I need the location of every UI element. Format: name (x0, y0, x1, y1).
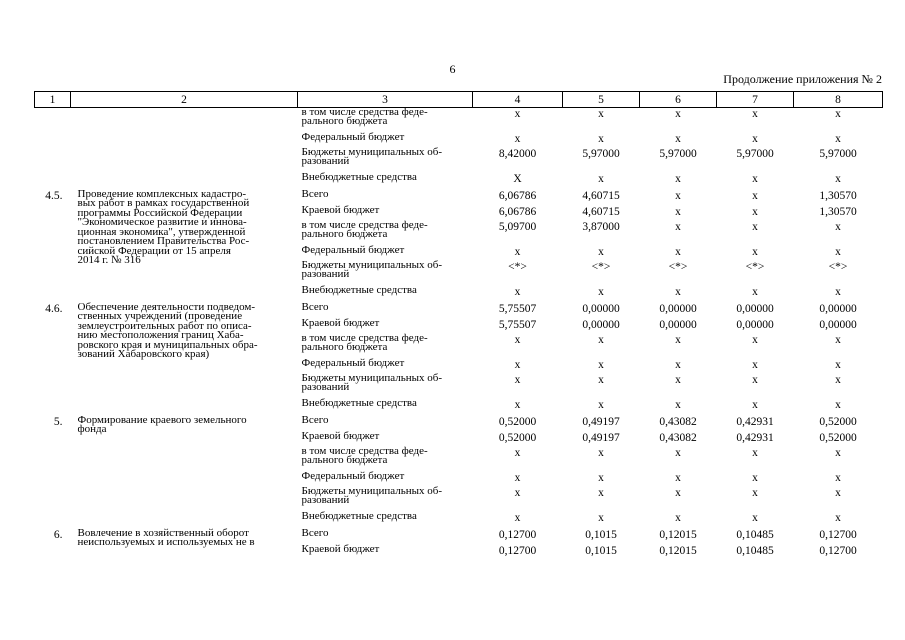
value-cell-col5: х (598, 132, 604, 145)
value-cell-col4: х (514, 132, 521, 145)
column-header-7: 7 (717, 92, 794, 108)
value-cell-col6: х (675, 486, 681, 499)
value-cell-col7: 0,00000 (736, 318, 774, 331)
value-cell-col6: <*> (668, 260, 688, 273)
funding-source: в том числе средства феде- рального бюджета (301, 218, 428, 240)
value-cell-col7: х (752, 220, 758, 233)
column-header-3: 3 (298, 92, 473, 108)
measure-name: Формирование краевого земельного фонда (77, 413, 247, 435)
value-cell-col6: 0,43082 (659, 431, 697, 444)
value-cell-col7: х (752, 358, 758, 371)
value-cell-col8: 1,30570 (819, 189, 857, 202)
value-cell-col4: х (514, 245, 521, 258)
value-cell-col4: 5,75507 (498, 318, 537, 331)
value-cell-col5: х (598, 285, 604, 298)
value-cell-col8: 0,52000 (819, 431, 857, 444)
value-cell-col5: х (598, 398, 604, 411)
value-cell-col6: х (675, 172, 681, 185)
value-cell-col4: х (514, 471, 521, 484)
value-cell-col8: х (835, 245, 841, 258)
value-cell-col5: х (598, 486, 604, 499)
table-body (35, 108, 883, 560)
value-cell-col8: 5,97000 (819, 147, 857, 160)
value-cell-col7: 0,10485 (736, 544, 774, 557)
value-cell-col8: х (835, 373, 841, 386)
measure-name: Проведение комплексных кадастро- вых работ в рамках государственной программы Российской Федерации "Экономическое развитие и иннова- ционная экономика", утвержденной постановлением Правительства Рос- сийской Федерации от 15 апреля 2014 г. № 316 (77, 187, 250, 266)
value-cell-col6: х (675, 511, 681, 524)
column-header-8: 8 (794, 92, 883, 108)
value-cell-col7: х (752, 486, 758, 499)
value-cell-col5: х (598, 373, 604, 386)
value-cell-col8: х (835, 446, 841, 459)
page-number: 6 (449, 62, 456, 76)
funding-source: Всего (301, 413, 329, 426)
value-cell-col8: 1,30570 (819, 205, 857, 218)
value-cell-col4: х (514, 398, 521, 411)
funding-source: Краевой бюджет (301, 542, 380, 555)
row-number: 6. (53, 528, 63, 541)
row-number (35, 148, 71, 173)
table-row (35, 529, 883, 545)
value-cell-col7: х (752, 172, 758, 185)
value-cell-col6: х (675, 471, 681, 484)
value-cell-col8: х (835, 398, 841, 411)
value-cell-col8: 0,00000 (819, 302, 857, 315)
value-cell-col7: х (752, 446, 758, 459)
value-cell-col8: 0,12700 (819, 528, 857, 541)
value-cell-col5: х (598, 446, 604, 459)
value-cell-col5: 0,49197 (582, 415, 620, 428)
value-cell-col5: 0,49197 (582, 431, 620, 444)
value-cell-col7: 0,42931 (736, 431, 774, 444)
value-cell-col8: <*> (828, 260, 848, 273)
value-cell-col5: 0,00000 (582, 318, 620, 331)
value-cell-col7: 5,97000 (736, 147, 774, 160)
value-cell-col7: х (752, 373, 758, 386)
value-cell-col5: 3,87000 (582, 220, 620, 233)
funding-source: Краевой бюджет (301, 203, 380, 216)
value-cell-col8: х (835, 333, 841, 346)
value-cell-col5: х (598, 333, 604, 346)
value-cell-col4: 0,12700 (498, 544, 537, 557)
measure-name (71, 173, 298, 190)
funding-source: Краевой бюджет (301, 316, 380, 329)
table-row (35, 108, 883, 133)
value-cell-col4: 0,52000 (498, 431, 537, 444)
value-cell-col4: 6,06786 (498, 205, 537, 218)
value-cell-col4: х (514, 333, 521, 346)
value-cell-col4: х (514, 373, 521, 386)
row-number: 5. (53, 415, 63, 428)
funding-source: Внебюджетные средства (301, 170, 417, 183)
value-cell-col4: Х (513, 172, 522, 185)
continuation-label: Продолжение приложения № 2 (723, 72, 882, 86)
funding-source: Краевой бюджет (301, 429, 380, 442)
value-cell-col7: х (752, 108, 758, 120)
value-cell-col6: х (675, 398, 681, 411)
value-cell-col4: х (514, 358, 521, 371)
column-header-2: 2 (71, 92, 298, 108)
funding-source: Всего (301, 187, 329, 200)
measure-name: Вовлечение в хозяйственный оборот неиспользуемых и используемых не в (77, 526, 255, 548)
value-cell-col8: х (835, 358, 841, 371)
value-cell-col6: х (675, 245, 681, 258)
budget-table (34, 91, 883, 560)
column-header-1: 1 (35, 92, 71, 108)
value-cell-col8: х (835, 486, 841, 499)
value-cell-col4: 0,12700 (498, 528, 537, 541)
funding-source: в том числе средства феде- рального бюджета (301, 444, 428, 466)
value-cell-col6: х (675, 373, 681, 386)
measure-name (71, 133, 298, 148)
value-cell-col5: <*> (591, 260, 611, 273)
value-cell-col4: 6,06786 (498, 189, 537, 202)
funding-source: в том числе средства феде- рального бюджета (301, 106, 428, 127)
value-cell-col8: 0,52000 (819, 415, 857, 428)
value-cell-col4: х (514, 108, 521, 120)
value-cell-col7: х (752, 245, 758, 258)
value-cell-col5: х (598, 358, 604, 371)
value-cell-col5: 5,97000 (582, 147, 620, 160)
funding-source: в том числе средства феде- рального бюджета (301, 331, 428, 353)
funding-source: Внебюджетные средства (301, 283, 417, 296)
funding-source: Всего (301, 300, 329, 313)
measure-name: Обеспечение деятельности подведом- ственных учреждений (проведение землеустроительных работ по описа- нию местоположения границ Хаба- ровского края и муниципальных обра- зований Хабаровского края) (77, 300, 258, 360)
value-cell-col6: 0,12015 (659, 528, 697, 541)
value-cell-col5: х (598, 172, 604, 185)
value-cell-col7: 0,42931 (736, 415, 774, 428)
table-row (35, 148, 883, 173)
measure-name (71, 148, 298, 173)
value-cell-col6: х (675, 108, 681, 120)
table-row (35, 190, 883, 206)
funding-source: Внебюджетные средства (301, 509, 417, 522)
value-cell-col8: х (835, 471, 841, 484)
value-cell-col6: 5,97000 (659, 147, 697, 160)
value-cell-col5: 4,60715 (582, 205, 620, 218)
header-row (35, 92, 883, 108)
column-header-6: 6 (640, 92, 717, 108)
value-cell-col4: 8,42000 (498, 147, 537, 160)
funding-source: Федеральный бюджет (301, 243, 405, 256)
value-cell-col6: 0,00000 (659, 302, 697, 315)
value-cell-col8: х (835, 285, 841, 298)
value-cell-col6: 0,00000 (659, 318, 697, 331)
value-cell-col7: <*> (745, 260, 765, 273)
value-cell-col4: х (514, 285, 521, 298)
measure-name (71, 108, 298, 133)
value-cell-col4: <*> (508, 260, 527, 273)
value-cell-col5: х (598, 108, 604, 120)
row-number (35, 173, 71, 190)
value-cell-col5: х (598, 511, 604, 524)
value-cell-col4: х (514, 486, 521, 499)
value-cell-col6: х (675, 358, 681, 371)
value-cell-col6: 0,12015 (659, 544, 697, 557)
value-cell-col7: х (752, 132, 758, 145)
column-header-5: 5 (563, 92, 640, 108)
value-cell-col8: 0,12700 (819, 544, 857, 557)
value-cell-col8: х (835, 511, 841, 524)
value-cell-col7: 0,10485 (736, 528, 774, 541)
value-cell-col4: х (514, 446, 521, 459)
funding-source: Бюджеты муниципальных об- разований (301, 258, 443, 280)
value-cell-col5: 0,1015 (585, 528, 617, 541)
row-number: 4.6. (45, 302, 63, 315)
value-cell-col6: 0,43082 (659, 415, 697, 428)
value-cell-col5: х (598, 245, 604, 258)
value-cell-col6: х (675, 220, 681, 233)
funding-source: Бюджеты муниципальных об- разований (301, 145, 443, 167)
value-cell-col5: х (598, 471, 604, 484)
column-header-4: 4 (473, 92, 563, 108)
value-cell-col4: 5,09700 (498, 220, 537, 233)
value-cell-col7: х (752, 285, 758, 298)
funding-source: Внебюджетные средства (301, 396, 417, 409)
row-number: 4.5. (45, 189, 63, 202)
value-cell-col8: х (835, 132, 841, 145)
table-row (35, 416, 883, 432)
value-cell-col4: 0,52000 (498, 415, 537, 428)
value-cell-col7: х (752, 333, 758, 346)
value-cell-col4: 5,75507 (498, 302, 537, 315)
value-cell-col8: 0,00000 (819, 318, 857, 331)
value-cell-col7: х (752, 398, 758, 411)
value-cell-col6: х (675, 333, 681, 346)
value-cell-col7: х (752, 205, 758, 218)
value-cell-col4: х (514, 511, 521, 524)
value-cell-col6: х (675, 132, 681, 145)
funding-source: Федеральный бюджет (301, 130, 405, 143)
funding-source: Бюджеты муниципальных об- разований (301, 484, 443, 506)
value-cell-col5: 0,00000 (582, 302, 620, 315)
row-number (35, 133, 71, 148)
value-cell-col6: х (675, 446, 681, 459)
table-row (35, 303, 883, 319)
funding-source: Федеральный бюджет (301, 469, 405, 482)
value-cell-col5: 4,60715 (582, 189, 620, 202)
table-row (35, 173, 883, 190)
table-row (35, 133, 883, 148)
value-cell-col7: 0,00000 (736, 302, 774, 315)
value-cell-col7: х (752, 511, 758, 524)
funding-source: Федеральный бюджет (301, 356, 405, 369)
value-cell-col7: х (752, 189, 758, 202)
value-cell-col8: х (835, 220, 841, 233)
value-cell-col8: х (835, 172, 841, 185)
value-cell-col5: 0,1015 (585, 544, 617, 557)
value-cell-col8: х (835, 108, 841, 120)
value-cell-col6: х (675, 285, 681, 298)
value-cell-col6: х (675, 205, 681, 218)
row-number (35, 108, 71, 133)
funding-source: Всего (301, 526, 329, 539)
value-cell-col7: х (752, 471, 758, 484)
value-cell-col6: х (675, 189, 681, 202)
funding-source: Бюджеты муниципальных об- разований (301, 371, 443, 393)
